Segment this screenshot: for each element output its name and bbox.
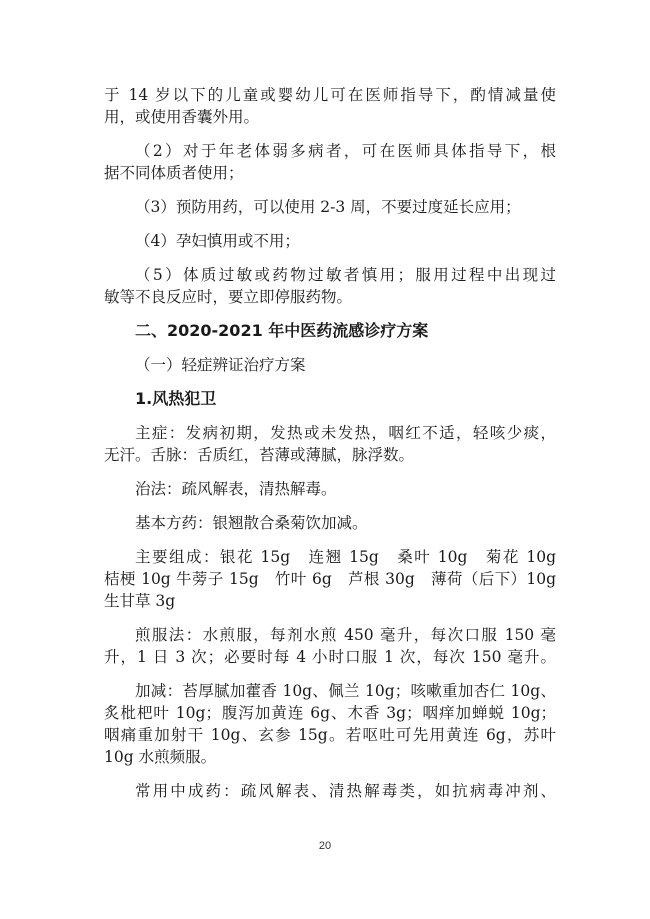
text-line: 炙枇杷叶 10g；腹泻加黄连 6g、木香 3g；咽痒加蝉蜕 10g； (104, 704, 556, 722)
text-line: 用，或使用香囊外用。 (104, 108, 260, 126)
text-line: 治法：疏风解表，清热解毒。 (135, 480, 337, 498)
page-number: 20 (318, 840, 332, 852)
text-line: 无汗。舌脉：舌质红，苔薄或薄腻，脉浮数。 (104, 446, 415, 464)
text-line: 据不同体质者使用； (104, 164, 244, 182)
text-line: 煎服法：水煎服，每剂水煎 450 毫升，每次口服 150 毫 (135, 626, 556, 644)
text-line: 生甘草 3g (104, 592, 176, 610)
text-line: 主症：发病初期，发热或未发热，咽红不适，轻咳少痰， (135, 424, 556, 442)
text-line: 桔梗 10g 牛蒡子 15g 竹叶 6g 芦根 30g 薄荷（后下）10g (104, 570, 556, 588)
text-line: 升，1 日 3 次；必要时每 4 小时口服 1 次，每次 150 毫升。 (104, 648, 556, 666)
subsection-heading: （一）轻症辨证治疗方案 (135, 356, 306, 374)
text-line: （4）孕妇慎用或不用； (135, 232, 300, 250)
text-line: 加减：苔厚腻加藿香 10g、佩兰 10g；咳嗽重加杏仁 10g、 (135, 682, 556, 700)
section-heading: 二、2020-2021 年中医药流感诊疗方案 (135, 321, 429, 340)
document-body (104, 84, 556, 802)
text-line: 于 14 岁以下的儿童或婴幼儿可在医师指导下，酌情减量使 (104, 86, 556, 104)
text-line: 主要组成：银花 15g 连翘 15g 桑叶 10g 菊花 10g (135, 548, 556, 566)
text-line: （5）体质过敏或药物过敏者慎用；服用过程中出现过 (135, 266, 556, 284)
text-line: 咽痛重加射干 10g、玄参 15g。若呕吐可先用黄连 6g，苏叶 (104, 726, 556, 744)
text-line: 10g 水煎频服。 (104, 748, 217, 766)
text-line: （3）预防用药，可以使用 2-3 周，不要过度延长应用； (135, 198, 521, 216)
text-line: 敏等不良反应时，要立即停服药物。 (104, 288, 353, 306)
text-line: 常用中成药：疏风解表、清热解毒类，如抗病毒冲剂、 (135, 782, 556, 800)
text-line: 基本方药：银翘散合桑菊饮加减。 (135, 514, 368, 532)
text-line: （2）对于年老体弱多病者，可在医师具体指导下，根 (135, 142, 556, 160)
item-heading: 1.风热犯卫 (135, 389, 217, 408)
